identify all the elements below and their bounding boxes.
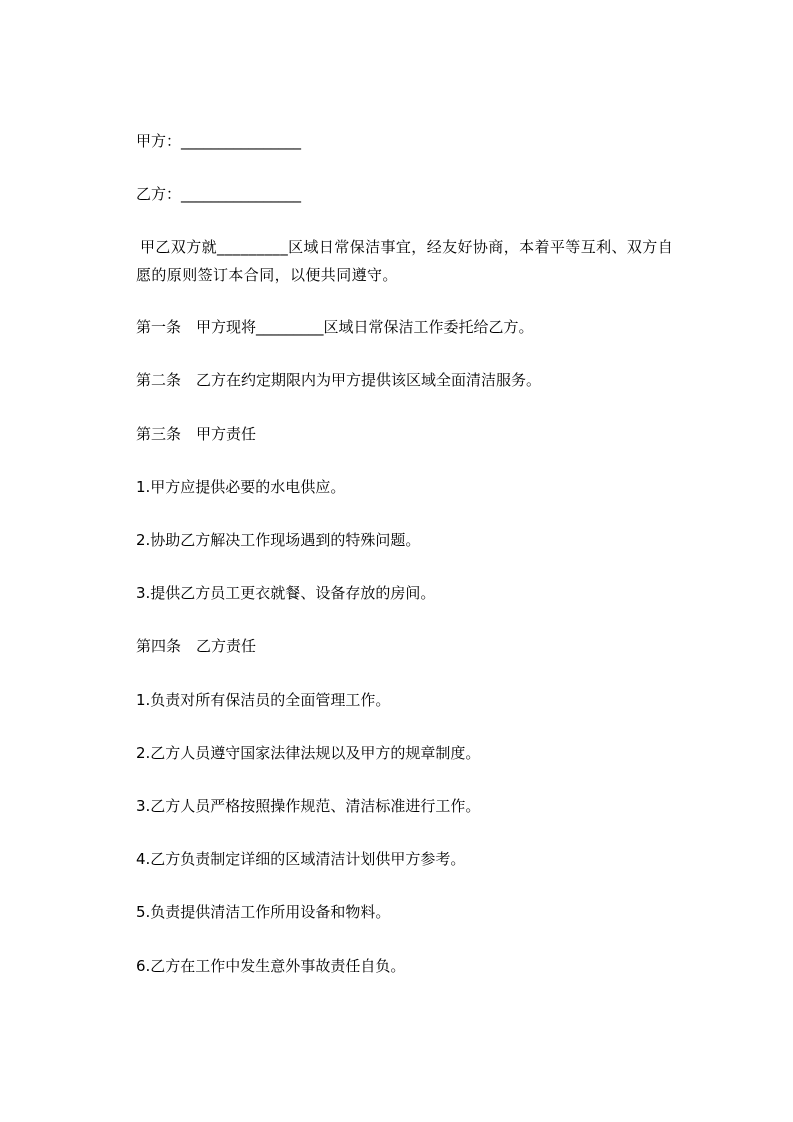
party-b-line: 乙方：________________ <box>136 185 302 203</box>
article-2: 第二条 乙方在约定期限内为甲方提供该区域全面清洁服务。 <box>136 371 542 389</box>
party-b-duty-2: 2.乙方人员遵守国家法律法规以及甲方的规章制度。 <box>136 744 481 762</box>
party-b-duty-5: 5.负责提供清洁工作所用设备和物料。 <box>136 903 391 921</box>
party-a-duty-2: 2.协助乙方解决工作现场遇到的特殊问题。 <box>136 531 421 549</box>
article-4-heading: 第四条 乙方责任 <box>136 637 257 655</box>
article-3-heading: 第三条 甲方责任 <box>136 425 257 443</box>
intro-paragraph: 甲乙双方就_________区域日常保洁事宜，经友好协商，本着平等互利、双方自愿的原则签订本合同，以便共同遵守。 <box>136 238 674 284</box>
party-a-duty-3: 3.提供乙方员工更衣就餐、设备存放的房间。 <box>136 584 436 602</box>
party-b-duty-3: 3.乙方人员严格按照操作规范、清洁标准进行工作。 <box>136 797 481 815</box>
article-1: 第一条 甲方现将_________区域日常保洁工作委托给乙方。 <box>136 318 534 336</box>
party-b-duty-1: 1.负责对所有保洁员的全面管理工作。 <box>136 691 391 709</box>
party-a-line: 甲方：________________ <box>136 132 302 150</box>
party-b-duty-4: 4.乙方负责制定详细的区域清洁计划供甲方参考。 <box>136 850 466 868</box>
party-a-duty-1: 1.甲方应提供必要的水电供应。 <box>136 478 346 496</box>
party-b-duty-6: 6.乙方在工作中发生意外事故责任自负。 <box>136 957 406 975</box>
